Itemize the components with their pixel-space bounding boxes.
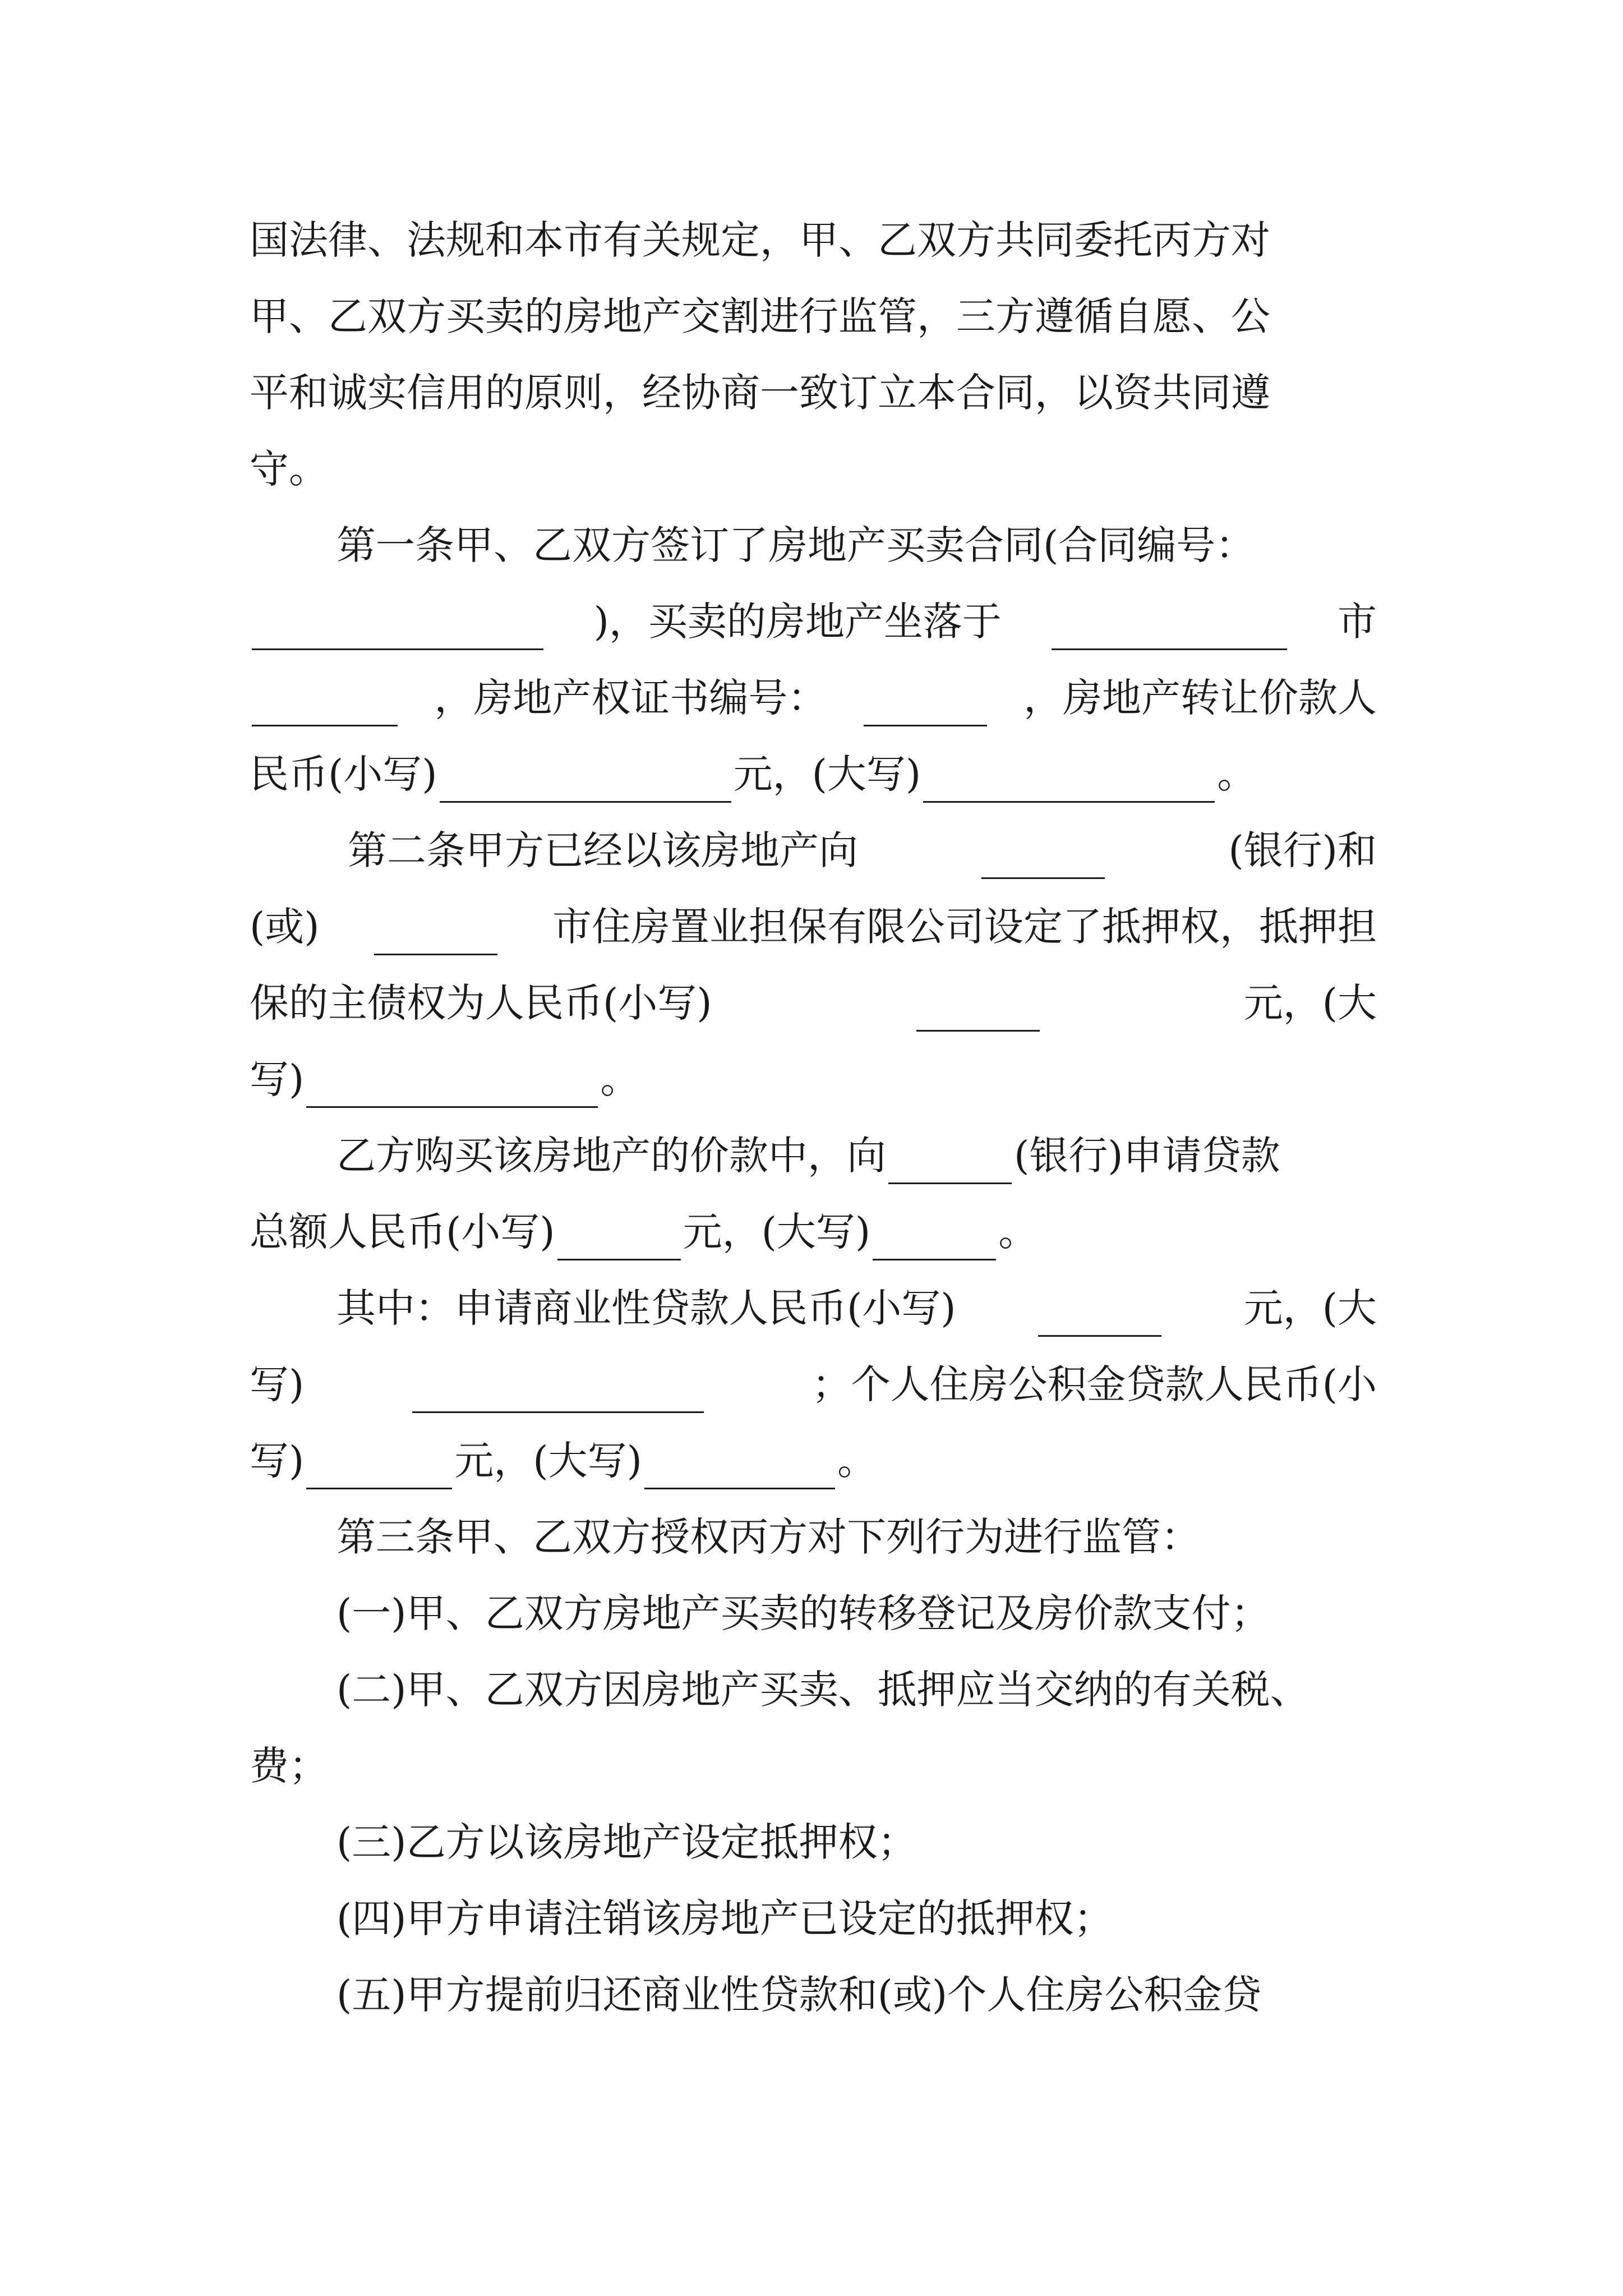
commercial-loan-lowercase-blank[interactable] bbox=[1038, 1296, 1161, 1337]
text: 市 bbox=[1338, 599, 1377, 645]
text: 其中：申请商业性贷款人民币(小写) bbox=[336, 1285, 956, 1331]
article-2-line bbox=[250, 1041, 1377, 1117]
loan-line bbox=[250, 1423, 1377, 1499]
text: 元，(大 bbox=[1243, 1285, 1377, 1331]
article-3-item bbox=[250, 1575, 1377, 1651]
article-3-item bbox=[250, 1651, 1377, 1728]
text: 乙方购买该房地产的价款中，向 bbox=[336, 1133, 886, 1179]
text: 写) bbox=[250, 1361, 305, 1407]
text: 民币(小写) bbox=[250, 751, 437, 797]
text: 第二条甲方已经以该房地产向 bbox=[348, 827, 858, 873]
article-1-line bbox=[250, 660, 1377, 736]
article-3-item bbox=[250, 1728, 1377, 1804]
text: 守。 bbox=[250, 446, 328, 492]
text: 费； bbox=[250, 1743, 328, 1789]
text: 写) bbox=[250, 1438, 305, 1484]
text: 。 bbox=[1217, 751, 1257, 797]
article-3-item bbox=[250, 1957, 1377, 2033]
text: 元，(大写) bbox=[454, 1438, 642, 1484]
article-2-line bbox=[250, 965, 1377, 1041]
price-uppercase-blank[interactable] bbox=[923, 762, 1215, 803]
text: 。 bbox=[998, 1209, 1038, 1255]
loan-bank-blank[interactable] bbox=[888, 1143, 1012, 1184]
loan-line bbox=[250, 1346, 1377, 1423]
article-3-item bbox=[250, 1880, 1377, 1957]
commercial-loan-uppercase-blank[interactable] bbox=[412, 1372, 704, 1413]
text: ，房地产转让价款人 bbox=[1023, 675, 1377, 721]
text: (一)甲、乙双方房地产买卖的转移登记及房价款支付； bbox=[336, 1590, 1270, 1636]
text: ，房地产权证书编号： bbox=[434, 675, 827, 721]
text: (三)乙方以该房地产设定抵押权； bbox=[336, 1819, 917, 1865]
debt-uppercase-blank[interactable] bbox=[306, 1067, 598, 1108]
text: 元，(大写) bbox=[733, 751, 921, 797]
loan-line bbox=[250, 1194, 1377, 1270]
text: 。 bbox=[600, 1056, 640, 1102]
text: 。 bbox=[837, 1438, 877, 1484]
text: 第一条甲、乙双方签订了房地产买卖合同(合同编号： bbox=[336, 522, 1255, 568]
text: 保的主债权为人民币(小写) bbox=[250, 980, 712, 1026]
text: (二)甲、乙双方因房地产买卖、抵押应当交纳的有关税、 bbox=[336, 1667, 1310, 1713]
text: ；个人住房公积金贷款人民币(小 bbox=[811, 1361, 1377, 1407]
bank-blank[interactable] bbox=[981, 838, 1105, 879]
text: (或) bbox=[250, 904, 320, 950]
paragraph-line bbox=[250, 431, 1377, 507]
paragraph-line bbox=[250, 202, 1377, 278]
text: (五)甲方提前归还商业性贷款和(或)个人住房公积金贷 bbox=[336, 1972, 1262, 2018]
certificate-number-blank[interactable] bbox=[864, 685, 987, 726]
text: 甲、乙双方买卖的房地产交割进行监管，三方遵循自愿、公 bbox=[250, 293, 1270, 339]
text: 总额人民币(小写) bbox=[250, 1209, 555, 1255]
text: 国法律、法规和本市有关规定，甲、乙双方共同委托丙方对 bbox=[250, 217, 1270, 263]
text: 市住房置业担保有限公司设定了抵押权，抵押担 bbox=[552, 904, 1377, 950]
text: (四)甲方申请注销该房地产已设定的抵押权； bbox=[336, 1895, 1113, 1941]
article-1-line bbox=[250, 736, 1377, 812]
fund-loan-lowercase-blank[interactable] bbox=[306, 1448, 452, 1489]
article-1-line bbox=[250, 583, 1377, 660]
paragraph-line bbox=[250, 278, 1377, 355]
city-blank[interactable] bbox=[374, 914, 497, 955]
loan-total-uppercase-blank[interactable] bbox=[873, 1220, 996, 1260]
text: (银行)申请贷款 bbox=[1014, 1133, 1280, 1179]
text: 第三条甲、乙双方授权丙方对下列行为进行监管： bbox=[336, 1514, 1200, 1560]
debt-lowercase-blank[interactable] bbox=[916, 991, 1040, 1032]
location-blank[interactable] bbox=[1052, 609, 1287, 650]
article-3-item bbox=[250, 1804, 1377, 1880]
paragraph-line bbox=[250, 355, 1377, 431]
text: 写) bbox=[250, 1056, 305, 1102]
loan-line bbox=[250, 1117, 1377, 1194]
contract-number-blank[interactable] bbox=[252, 609, 543, 650]
district-blank[interactable] bbox=[252, 685, 398, 726]
price-lowercase-blank[interactable] bbox=[440, 762, 731, 803]
text: 元，(大 bbox=[1243, 980, 1377, 1026]
article-2-line bbox=[250, 889, 1377, 965]
document-page bbox=[250, 202, 1377, 2033]
article-1-line bbox=[250, 507, 1377, 583]
article-2-line bbox=[250, 812, 1377, 889]
article-3-line bbox=[250, 1499, 1377, 1575]
loan-line bbox=[250, 1270, 1377, 1346]
text: 平和诚实信用的原则，经协商一致订立本合同，以资共同遵 bbox=[250, 370, 1270, 416]
text: 元，(大写) bbox=[683, 1209, 871, 1255]
loan-total-lowercase-blank[interactable] bbox=[557, 1220, 681, 1260]
fund-loan-uppercase-blank[interactable] bbox=[644, 1448, 835, 1489]
text: (银行)和 bbox=[1228, 827, 1377, 873]
text: )，买卖的房地产坐落于 bbox=[593, 599, 1002, 645]
